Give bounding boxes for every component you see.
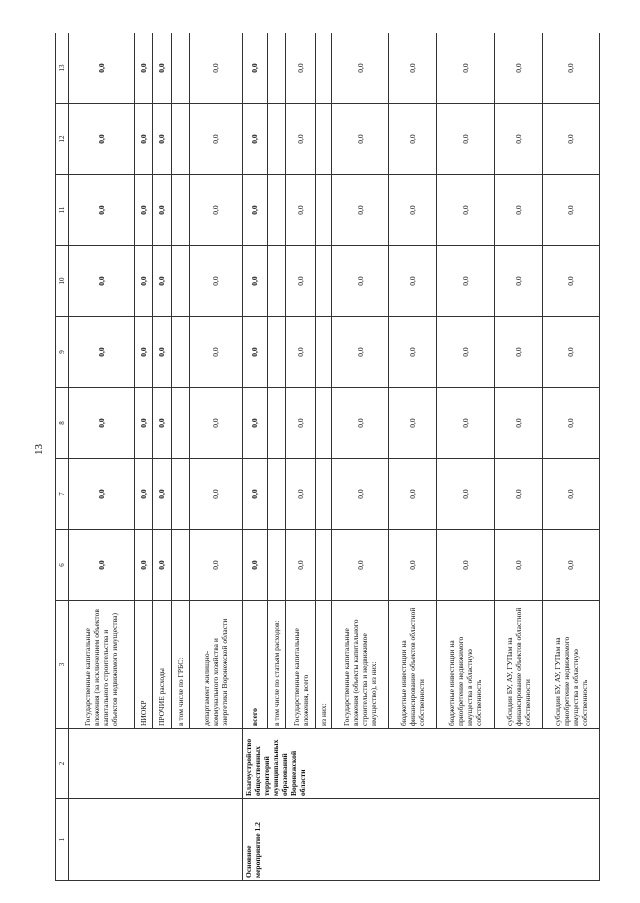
value-cell: [267, 104, 285, 175]
value-cell: [171, 246, 189, 317]
value-cell: 0,0: [135, 175, 153, 246]
value-cell: 0,0: [242, 317, 267, 388]
value-cell: 0,0: [153, 175, 171, 246]
value-cell: 0,0: [242, 530, 267, 601]
row-label: Государственные капитальные вложения (объекты капитального строительства и недвижимое имущество), из них:: [331, 601, 388, 729]
value-cell: 0,0: [494, 388, 542, 459]
value-cell: 0,0: [242, 104, 267, 175]
value-cell: 0,0: [389, 317, 437, 388]
column-number: 2: [56, 729, 69, 799]
value-cell: 0,0: [153, 104, 171, 175]
column-number: 6: [56, 530, 69, 601]
value-cell: 0,0: [331, 459, 388, 530]
value-cell: 0,0: [189, 388, 242, 459]
value-cell: 0,0: [437, 104, 494, 175]
row-label: Государственные капитальные вложения (за исключением объектов капитального строительства и объектов недвижимого имущества): [68, 601, 134, 729]
value-cell: [267, 388, 285, 459]
value-cell: 0,0: [68, 530, 134, 601]
value-cell: 0,0: [135, 459, 153, 530]
value-cell: 0,0: [494, 317, 542, 388]
value-cell: [267, 33, 285, 104]
value-cell: 0,0: [135, 104, 153, 175]
value-cell: 0,0: [331, 317, 388, 388]
value-cell: 0,0: [189, 246, 242, 317]
row-label: Государственные капитальные вложения, всего: [286, 601, 316, 729]
value-cell: 0,0: [389, 530, 437, 601]
value-cell: 0,0: [494, 33, 542, 104]
value-cell: 0,0: [542, 246, 599, 317]
value-cell: 0,0: [437, 459, 494, 530]
value-cell: 0,0: [153, 33, 171, 104]
value-cell: 0,0: [68, 459, 134, 530]
value-cell: [171, 317, 189, 388]
value-cell: [315, 33, 331, 104]
value-cell: 0,0: [189, 33, 242, 104]
rotated-table-container: [55, 33, 600, 881]
value-cell: 0,0: [286, 530, 316, 601]
row-label: департамент жилищно-коммунального хозяйства и энергетики Воронежской области: [189, 601, 242, 729]
budget-table: [55, 33, 600, 881]
value-cell: [171, 33, 189, 104]
value-cell: 0,0: [153, 317, 171, 388]
column-number: 10: [56, 246, 69, 317]
value-cell: 0,0: [494, 530, 542, 601]
value-cell: 0,0: [437, 33, 494, 104]
value-cell: 0,0: [242, 459, 267, 530]
value-cell: 0,0: [68, 33, 134, 104]
value-cell: 0,0: [542, 175, 599, 246]
column-number: 8: [56, 388, 69, 459]
value-cell: 0,0: [389, 388, 437, 459]
value-cell: [267, 246, 285, 317]
value-cell: 0,0: [494, 175, 542, 246]
value-cell: 0,0: [135, 246, 153, 317]
value-cell: 0,0: [242, 246, 267, 317]
value-cell: [315, 459, 331, 530]
value-cell: 0,0: [542, 530, 599, 601]
value-cell: 0,0: [389, 246, 437, 317]
value-cell: 0,0: [68, 317, 134, 388]
value-cell: 0,0: [135, 388, 153, 459]
column-number: 11: [56, 175, 69, 246]
row-label: субсидии БУ, АУ, ГУПам на приобретение недвижимого имущества в областную собственность: [542, 601, 599, 729]
activity-name: Основное мероприятие 1.2: [242, 799, 599, 881]
activity-description: Благоустройство общественных территорий муниципальных образований Воронежской области: [242, 729, 599, 799]
value-cell: 0,0: [286, 317, 316, 388]
column-number: 3: [56, 601, 69, 729]
value-cell: 0,0: [542, 33, 599, 104]
value-cell: 0,0: [437, 530, 494, 601]
value-cell: 0,0: [389, 459, 437, 530]
value-cell: 0,0: [153, 459, 171, 530]
value-cell: 0,0: [189, 317, 242, 388]
column-number: 7: [56, 459, 69, 530]
column-number: 12: [56, 104, 69, 175]
value-cell: 0,0: [189, 175, 242, 246]
value-cell: [315, 104, 331, 175]
value-cell: 0,0: [135, 33, 153, 104]
document-sheet: [55, 33, 600, 881]
value-cell: [315, 317, 331, 388]
value-cell: [267, 175, 285, 246]
value-cell: 0,0: [542, 104, 599, 175]
value-cell: 0,0: [494, 459, 542, 530]
value-cell: 0,0: [389, 104, 437, 175]
value-cell: [315, 388, 331, 459]
value-cell: 0,0: [437, 175, 494, 246]
value-cell: [315, 175, 331, 246]
empty-cell: [68, 729, 242, 799]
value-cell: [171, 104, 189, 175]
value-cell: 0,0: [153, 388, 171, 459]
column-number: 9: [56, 317, 69, 388]
value-cell: 0,0: [389, 175, 437, 246]
value-cell: 0,0: [135, 530, 153, 601]
table-row: [242, 33, 267, 881]
row-label: в том числе по статьям расходов:: [267, 601, 285, 729]
table-row: [68, 33, 134, 881]
header-row: [56, 33, 69, 881]
value-cell: 0,0: [542, 459, 599, 530]
value-cell: 0,0: [389, 33, 437, 104]
row-label: бюджетные инвестиции на финансирование объектов областной собственности: [389, 601, 437, 729]
value-cell: 0,0: [242, 388, 267, 459]
value-cell: 0,0: [242, 33, 267, 104]
value-cell: 0,0: [331, 175, 388, 246]
value-cell: 0,0: [542, 388, 599, 459]
value-cell: 0,0: [331, 104, 388, 175]
value-cell: 0,0: [189, 459, 242, 530]
value-cell: 0,0: [494, 246, 542, 317]
value-cell: 0,0: [68, 388, 134, 459]
page-number: 13: [33, 444, 45, 455]
value-cell: [171, 459, 189, 530]
row-label: всего: [242, 601, 267, 729]
row-label: бюджетные инвестиции на приобретение недвижимого имущества в областную собственность: [437, 601, 494, 729]
value-cell: 0,0: [331, 33, 388, 104]
value-cell: 0,0: [542, 317, 599, 388]
value-cell: [171, 388, 189, 459]
value-cell: 0,0: [494, 104, 542, 175]
value-cell: 0,0: [437, 317, 494, 388]
value-cell: [267, 459, 285, 530]
empty-cell: [68, 799, 242, 881]
value-cell: 0,0: [437, 246, 494, 317]
value-cell: 0,0: [68, 104, 134, 175]
value-cell: [267, 317, 285, 388]
column-number: 1: [56, 799, 69, 881]
value-cell: 0,0: [68, 246, 134, 317]
value-cell: 0,0: [153, 530, 171, 601]
column-number: 13: [56, 33, 69, 104]
value-cell: 0,0: [286, 246, 316, 317]
value-cell: [315, 246, 331, 317]
value-cell: [267, 530, 285, 601]
value-cell: 0,0: [437, 388, 494, 459]
value-cell: 0,0: [286, 33, 316, 104]
value-cell: 0,0: [286, 175, 316, 246]
row-label: из них:: [315, 601, 331, 729]
value-cell: 0,0: [331, 388, 388, 459]
value-cell: 0,0: [286, 104, 316, 175]
value-cell: 0,0: [135, 317, 153, 388]
row-label: ПРОЧИЕ расходы: [153, 601, 171, 729]
value-cell: [315, 530, 331, 601]
value-cell: 0,0: [153, 246, 171, 317]
row-label: НИОКР: [135, 601, 153, 729]
row-label: субсидии БУ, АУ, ГУПам на финансирование объектов областной собственности: [494, 601, 542, 729]
value-cell: 0,0: [189, 104, 242, 175]
value-cell: 0,0: [286, 388, 316, 459]
value-cell: 0,0: [242, 175, 267, 246]
value-cell: 0,0: [286, 459, 316, 530]
value-cell: 0,0: [331, 246, 388, 317]
value-cell: 0,0: [189, 530, 242, 601]
value-cell: 0,0: [68, 175, 134, 246]
row-label: в том числе по ГРБС:: [171, 601, 189, 729]
value-cell: 0,0: [331, 530, 388, 601]
value-cell: [171, 175, 189, 246]
value-cell: [171, 530, 189, 601]
